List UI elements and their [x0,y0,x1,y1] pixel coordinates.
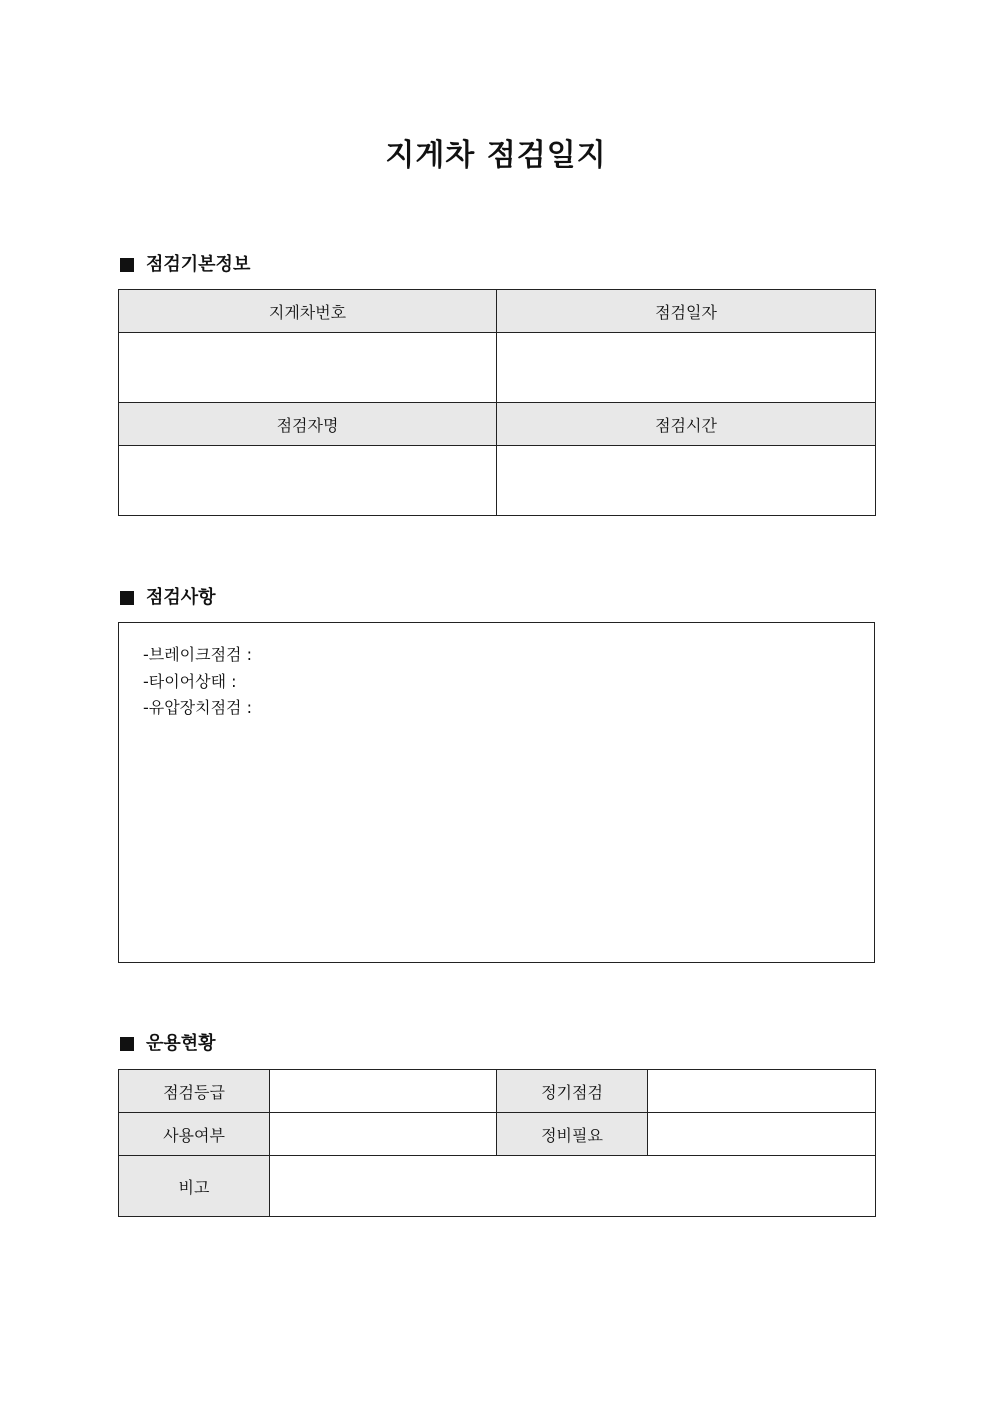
inspection-items-box[interactable] [118,622,875,963]
inspection-items-heading [118,586,216,610]
in-use-field[interactable] [270,1113,497,1156]
inspection-date-field[interactable] [497,333,876,403]
operation-status-heading [118,1032,216,1056]
square-bullet-icon [120,258,134,272]
square-bullet-icon [120,591,134,605]
inspection-items-heading-label: 점검사항 [146,587,216,608]
brake-check-line: -브레이크점검 : [143,645,252,664]
inspector-name-label: 점검자명 [119,403,497,446]
square-bullet-icon [120,1037,134,1051]
inspection-time-label: 점검시간 [497,403,876,446]
forklift-number-label: 지게차번호 [119,290,497,333]
tire-condition-line: -타이어상태 : [143,671,237,691]
forklift-number-field[interactable] [119,333,497,403]
inspection-grade-label: 점검등급 [119,1070,270,1113]
maintenance-needed-label: 정비필요 [497,1113,648,1156]
basic-info-heading [118,253,250,277]
inspection-time-field[interactable] [497,446,876,516]
remarks-label: 비고 [119,1156,270,1217]
basic-info-heading-label: 점검기본정보 [146,254,251,275]
regular-inspection-field[interactable] [648,1070,876,1113]
basic-info-table [118,289,876,516]
inspection-date-label: 점검일자 [497,290,876,333]
inspection-grade-field[interactable] [270,1070,497,1113]
in-use-label: 사용여부 [119,1113,270,1156]
operation-status-table [118,1069,876,1217]
regular-inspection-label: 정기점검 [497,1070,648,1113]
inspector-name-field[interactable] [119,446,497,516]
remarks-field[interactable] [270,1156,876,1217]
operation-status-heading-label: 운용현황 [146,1033,216,1054]
hydraulic-check-line: -유압장치점검 : [143,698,252,717]
maintenance-needed-field[interactable] [648,1113,876,1156]
document-title: 지게차 점검일지 [385,138,607,173]
